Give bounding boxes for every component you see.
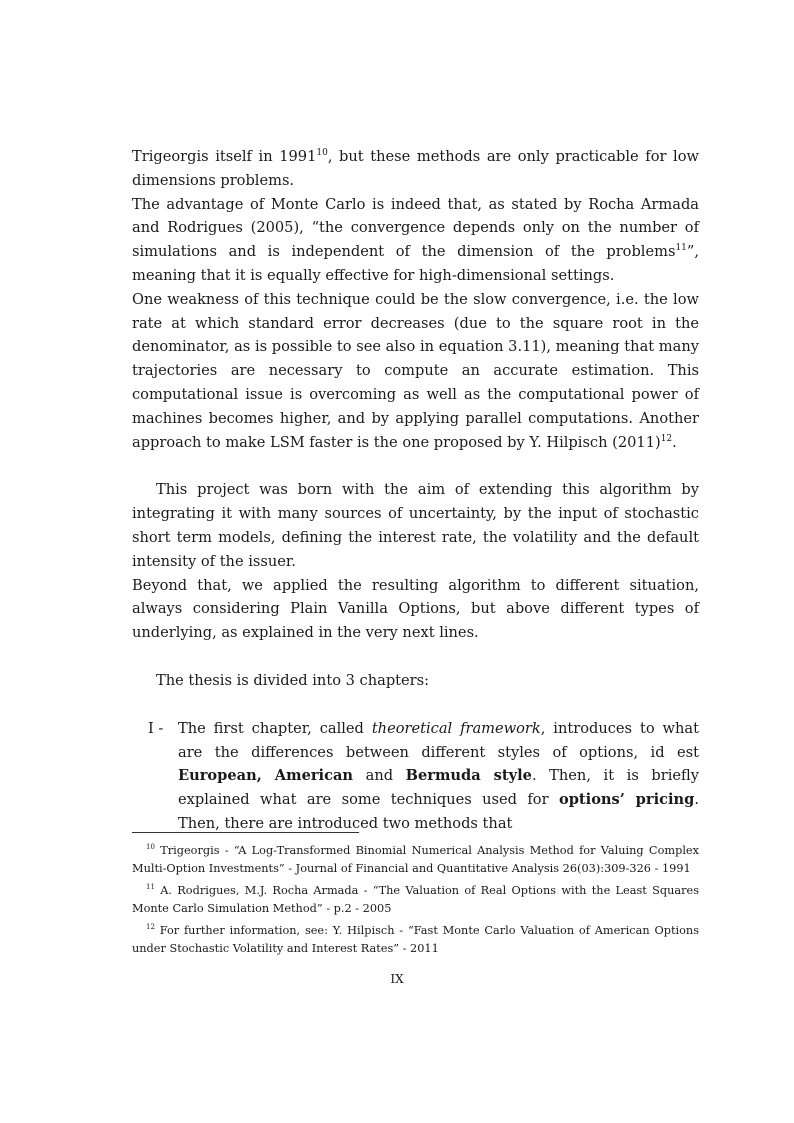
chapter-list xyxy=(132,717,699,836)
footnote-ref-10[interactable]: 10 xyxy=(316,148,328,159)
footnote-number: 10 xyxy=(146,843,155,852)
italic-term: theoretical framework xyxy=(371,719,541,737)
paragraph-5: Beyond that, we applied the resulting algorithm to different situation, always considering Plain Vanilla Options, but above different types of underlying, as explained in the very next lines. xyxy=(132,576,699,642)
bold-term: Bermuda style xyxy=(405,767,532,785)
bold-term: options’ pricing xyxy=(558,791,695,809)
text: One weakness of this technique could be the slow convergence, i.e. the low rate at which standard error decreases (due to the square root in the denominator, as is possible to see also in equation 3.11), meaning that many trajectories are necessary to compute an accurate estimation. This computational issue is overcoming as well as the computational power of machines becomes higher, and by applying parallel computations. Another approach to make LSM faster is the one proposed by Y. Hilpisch (2011) xyxy=(132,290,699,451)
footnote-text: A. Rodrigues, M.J. Rocha Armada - “The Valuation of Real Options with the Least Squares Monte Carlo Simulation Method” - p.2 - 2005 xyxy=(132,884,699,915)
page-number: IX xyxy=(390,972,404,986)
paragraph-1 xyxy=(132,145,699,193)
text: , but these methods are only practicable for low dimensions problems. xyxy=(132,148,699,189)
footnote-text: Trigeorgis - “A Log-Transformed Binomial Numerical Analysis Method for Valuing Complex Multi-Option Investments” - Journal of Financial and Quantitative Analysis 26(03):309-326 - 1991 xyxy=(132,844,699,875)
paragraph-2 xyxy=(132,193,699,288)
text: and xyxy=(353,767,406,785)
footnote-text: For further information, see: Y. Hilpisch - “Fast Monte Carlo Valuation of American Options under Stochastic Volatility and Interest Rates” - 2011 xyxy=(132,924,699,955)
footnote-11 xyxy=(132,882,699,918)
paragraph-3 xyxy=(132,288,699,455)
text: Trigeorgis itself in 1991 xyxy=(132,148,317,165)
bold-term: European, American xyxy=(178,767,354,785)
list-item xyxy=(178,717,699,836)
text: . xyxy=(672,433,677,451)
footnote-number: 11 xyxy=(146,883,155,892)
footnote-ref-12[interactable]: 12 xyxy=(660,433,673,444)
text: The first chapter, called xyxy=(178,719,372,737)
footnote-rule xyxy=(132,832,359,833)
footnote-12 xyxy=(132,922,699,958)
footnotes xyxy=(132,842,699,962)
paragraph-4: This project was born with the aim of extending this algorithm by integrating it with many sources of uncertainty, by the input of stochastic short term models, defining the interest rate, the volatility and the default intensity of the issuer. xyxy=(132,481,699,570)
footnote-10 xyxy=(132,842,699,878)
footnote-number: 12 xyxy=(146,923,155,932)
text: ”, meaning that it is equally effective for high-dimensional settings. xyxy=(132,243,699,284)
text: , introduces to what are the differences between different styles of options, id est xyxy=(178,719,699,761)
footnote-ref-11[interactable]: 11 xyxy=(675,243,687,254)
list-marker: I - xyxy=(148,719,164,737)
main-text xyxy=(132,145,699,836)
text: . Then, it is briefly explained what are some techniques used for xyxy=(178,767,699,809)
text: . Then, there are introduced two methods that xyxy=(178,791,699,832)
paragraph-6: The thesis is divided into 3 chapters: xyxy=(156,671,430,689)
text: The advantage of Monte Carlo is indeed that, as stated by Rocha Armada and Rodrigues (2005), “the convergence depends only on the number of simulations and is independent of the dimension of the problems xyxy=(132,195,699,261)
